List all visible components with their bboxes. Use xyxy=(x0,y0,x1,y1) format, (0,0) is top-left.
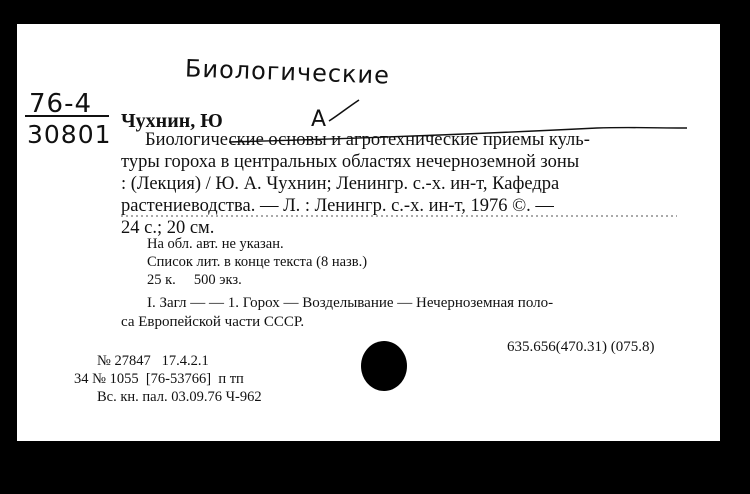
author-mark-stroke xyxy=(329,100,359,121)
classification-number: 635.656(470.31) (075.8) xyxy=(507,339,655,355)
description-line: растениеводства. — Л. : Ленингр. с.-х. ин-т, 1976 ©. — xyxy=(121,196,554,216)
subject-tracing-line: I. Загл — — 1. Горох — Возделывание — Нечерноземная поло- xyxy=(147,295,554,311)
handwritten-call-number-bottom: 30801 xyxy=(27,120,112,149)
description-line: 24 с.; 20 см. xyxy=(121,218,215,238)
description-line: : (Лекция) / Ю. А. Чухнин; Ленингр. с.-х. ин-т, Кафедра xyxy=(121,174,560,194)
catalog-card xyxy=(17,24,720,441)
title-underline xyxy=(229,128,687,142)
registry-line: Вс. кн. пал. 03.09.76 Ч-962 xyxy=(97,389,262,405)
note-line: На обл. авт. не указан. xyxy=(147,236,284,252)
handwritten-author-mark: А xyxy=(311,107,328,132)
note-line: Список лит. в конце текста (8 назв.) xyxy=(147,254,368,270)
registry-line: № 27847 17.4.2.1 xyxy=(97,353,209,369)
handwritten-marks xyxy=(17,24,720,441)
note-line: 25 к. 500 экз. xyxy=(147,272,242,288)
registry-line: 34 № 1055 [76-53766] п тп xyxy=(74,371,244,387)
description-line: Биологические основы и агротехнические приемы куль- xyxy=(145,130,590,150)
subject-tracing-line: са Европейской части СССР. xyxy=(121,314,305,330)
handwritten-subject-heading: Биологические xyxy=(184,54,391,90)
handwritten-call-number-top: 76-4 xyxy=(29,89,93,119)
description-line: туры гороха в центральных областях нечерноземной зоны xyxy=(121,152,580,172)
author-heading: Чухнин, Ю xyxy=(121,110,223,132)
